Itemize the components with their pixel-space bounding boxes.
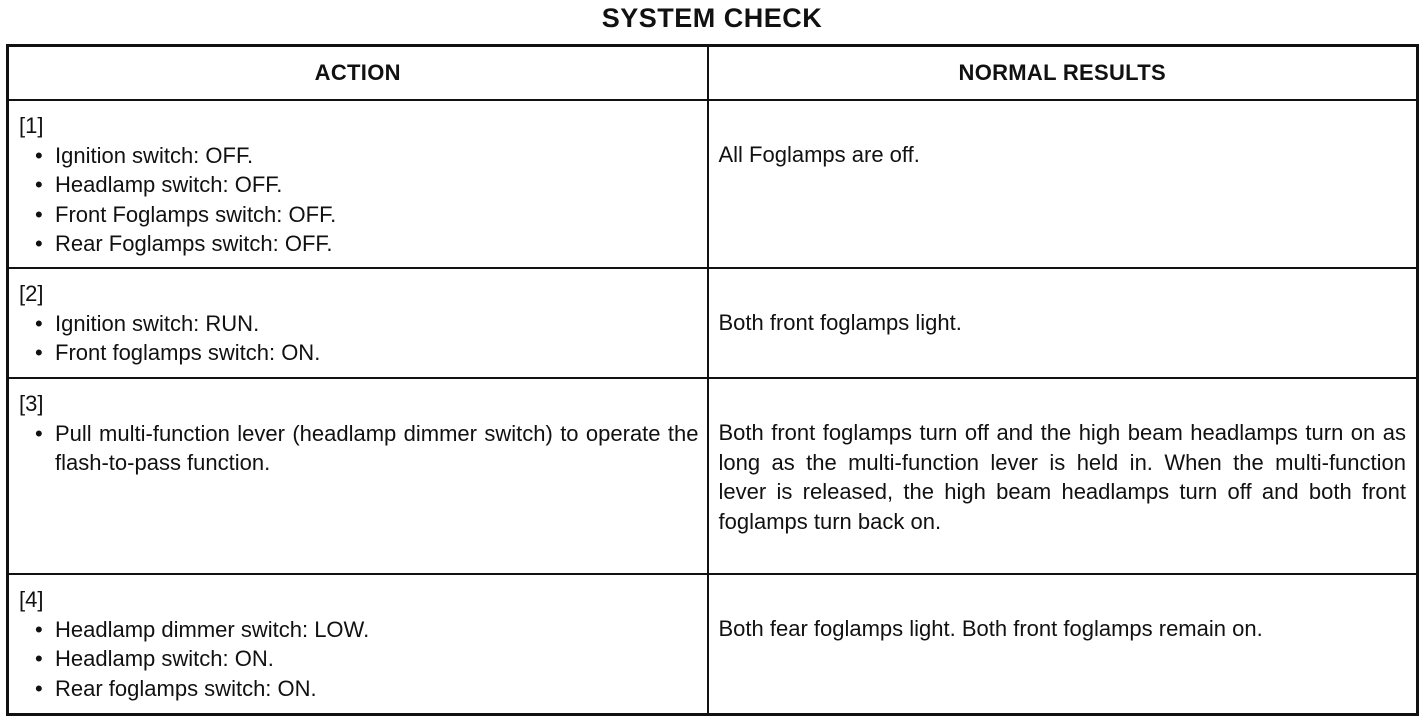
normal-results-column-header: NORMAL RESULTS: [708, 46, 1418, 101]
result-text: All Foglamps are off.: [718, 142, 920, 167]
bullet-icon: •: [35, 231, 43, 256]
table-row: [8, 574, 1418, 714]
page-title: SYSTEM CHECK: [601, 3, 823, 33]
bullet-icon: •: [35, 420, 43, 446]
action-text: Headlamp switch: ON.: [55, 646, 274, 671]
result-text: Both front foglamps turn off and the high beam headlamps turn on as long as the multi-function lever is held in. When the multi-function lever is released, the high beam headlamps turn off and both front foglamps turn back on.: [718, 420, 1406, 534]
result-cell: [708, 378, 1418, 574]
table-row: [8, 378, 1418, 574]
action-list: [19, 309, 699, 368]
action-text: Front Foglamps switch: OFF.: [55, 201, 337, 227]
action-cell: [8, 100, 708, 268]
action-list: [19, 615, 699, 704]
action-list: [19, 141, 699, 259]
list-item: [33, 200, 699, 230]
list-item: [33, 674, 699, 704]
step-label: [4]: [19, 587, 44, 612]
table-row: [8, 268, 1418, 378]
bullet-icon: •: [35, 616, 43, 642]
step-label: [2]: [19, 281, 44, 306]
list-item: [33, 419, 699, 478]
bullet-icon: •: [35, 310, 43, 336]
bullet-icon: •: [35, 142, 43, 168]
action-text: Ignition switch: RUN.: [55, 310, 260, 336]
system-check-table: [6, 44, 1419, 716]
bullet-icon: •: [35, 201, 43, 227]
action-cell: [8, 378, 708, 574]
list-item: [33, 309, 699, 339]
result-text: Both fear foglamps light. Both front foglamps remain on.: [718, 616, 1263, 641]
action-text: Ignition switch: OFF.: [55, 142, 254, 168]
action-list: [19, 419, 699, 478]
bullet-icon: •: [35, 646, 43, 671]
action-column-header: ACTION: [8, 46, 708, 101]
list-item: [33, 615, 699, 645]
bullet-icon: •: [35, 675, 43, 701]
action-text: Headlamp switch: OFF.: [55, 172, 283, 197]
result-text: Both front foglamps light.: [718, 310, 962, 335]
action-text: Front foglamps switch: ON.: [55, 340, 321, 365]
list-item: [33, 644, 699, 674]
action-cell: [8, 268, 708, 378]
list-item: [33, 338, 699, 368]
action-text: Rear Foglamps switch: OFF.: [55, 231, 333, 256]
step-label: [1]: [19, 113, 44, 138]
table-header-row: [8, 46, 1418, 101]
action-text: Rear foglamps switch: ON.: [55, 675, 317, 701]
action-cell: [8, 574, 708, 714]
list-item: [33, 141, 699, 171]
list-item: [33, 229, 699, 259]
bullet-icon: •: [35, 172, 43, 197]
result-cell: [708, 100, 1418, 268]
step-label: [3]: [19, 391, 44, 416]
result-cell: [708, 574, 1418, 714]
bullet-icon: •: [35, 340, 43, 365]
table-row: [8, 100, 1418, 268]
action-text: Headlamp dimmer switch: LOW.: [55, 616, 370, 642]
result-cell: [708, 268, 1418, 378]
action-text: Pull multi-function lever (headlamp dimmer switch) to operate the flash-to-pass function.: [55, 420, 699, 475]
list-item: [33, 170, 699, 200]
